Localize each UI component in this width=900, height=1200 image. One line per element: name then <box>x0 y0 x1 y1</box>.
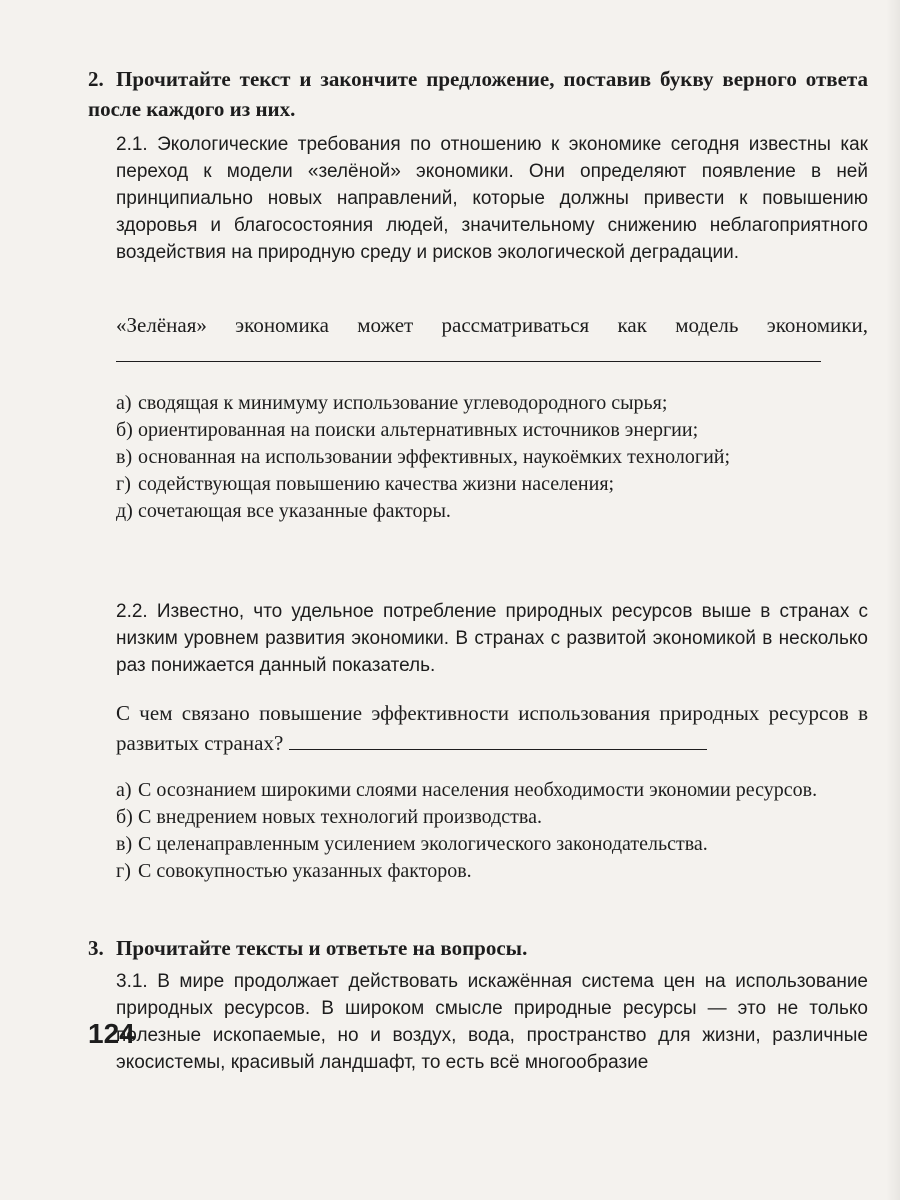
option-letter: а) <box>116 779 132 801</box>
option-letter: г) <box>116 473 131 495</box>
task-2-2-question <box>116 698 868 758</box>
option-2-1-a <box>116 390 868 417</box>
answer-blank-2-1[interactable] <box>116 341 821 362</box>
task-3-heading <box>88 933 868 963</box>
task-2-1-question <box>116 310 868 370</box>
option-letter: в) <box>116 446 133 468</box>
option-letter: б) <box>116 419 133 441</box>
option-text: ориентированная на поиски альтернативных источников энергии; <box>138 419 699 441</box>
task-3-heading-text: Прочитайте тексты и ответьте на вопросы. <box>116 936 528 960</box>
option-2-1-v <box>116 444 868 471</box>
task-3-number: 3. <box>88 936 104 960</box>
option-text: сводящая к минимуму использование углеводородного сырья; <box>138 392 668 414</box>
option-text: основанная на использовании эффективных, наукоёмких технологий; <box>138 446 731 468</box>
option-2-2-b <box>116 804 868 831</box>
option-text: С совокупностью указанных факторов. <box>138 860 472 882</box>
task-2-heading-text: Прочитайте текст и закончите предложение, поставив букву верного ответа после каждого из них. <box>88 67 868 121</box>
task-2-heading <box>88 64 868 124</box>
task-2-number: 2. <box>88 67 104 91</box>
option-text: С внедрением новых технологий производства. <box>138 806 542 828</box>
option-text: С целенаправленным усилением экологического законодательства. <box>138 833 708 855</box>
page-number: 124 <box>88 1018 135 1049</box>
option-2-1-d <box>116 498 868 525</box>
answer-blank-2-2[interactable] <box>289 729 707 750</box>
option-2-2-g <box>116 858 868 885</box>
option-letter: в) <box>116 833 133 855</box>
option-text: сочетающая все указанные факторы. <box>138 500 451 522</box>
option-text: содействующая повышению качества жизни населения; <box>138 473 615 495</box>
option-2-1-g <box>116 471 868 498</box>
option-2-1-b <box>116 417 868 444</box>
task-2-2-paragraph: 2.2. Известно, что удельное потребление природных ресурсов выше в странах с низким уровнем развития экономики. В странах с развитой экономикой в несколько раз понижается данный показатель. <box>116 601 868 676</box>
task-2-1-question-text: «Зелёная» экономика может рассматриваться как модель экономики, <box>116 313 868 337</box>
option-letter: б) <box>116 806 133 828</box>
page-edge-shadow <box>886 0 900 1200</box>
option-letter: г) <box>116 860 131 882</box>
task-2-1-paragraph: 2.1. Экологические требования по отношению к экономике сегодня известны как переход к модели «зелёной» экономики. Они определяют появление в ней принципиально новых направлений, которые должны привести к повышению здоровья и благосостояния людей, значительному снижению неблагоприятного воздействия на природную среду и рисков экологической деградации. <box>116 134 868 263</box>
option-2-2-a <box>116 777 868 804</box>
option-letter: а) <box>116 392 132 414</box>
option-letter: д) <box>116 500 133 522</box>
option-text: С осознанием широкими слоями населения необходимости экономии ресурсов. <box>138 779 818 801</box>
task-2-2-options <box>116 777 868 885</box>
task-2-2-question-text: С чем связано повышение эффективности использования природных ресурсов в развитых странах? <box>116 701 868 755</box>
option-2-2-v <box>116 831 868 858</box>
task-3-1-paragraph: 3.1. В мире продолжает действовать искажённая система цен на использование природных ресурсов. В широком смысле природные ресурсы — это не только полезные ископаемые, но и воздух, вода, пространство для жизни, различные экосистемы, красивый ландшафт, то есть всё многообразие <box>116 971 868 1073</box>
task-2-1-options <box>116 390 868 525</box>
